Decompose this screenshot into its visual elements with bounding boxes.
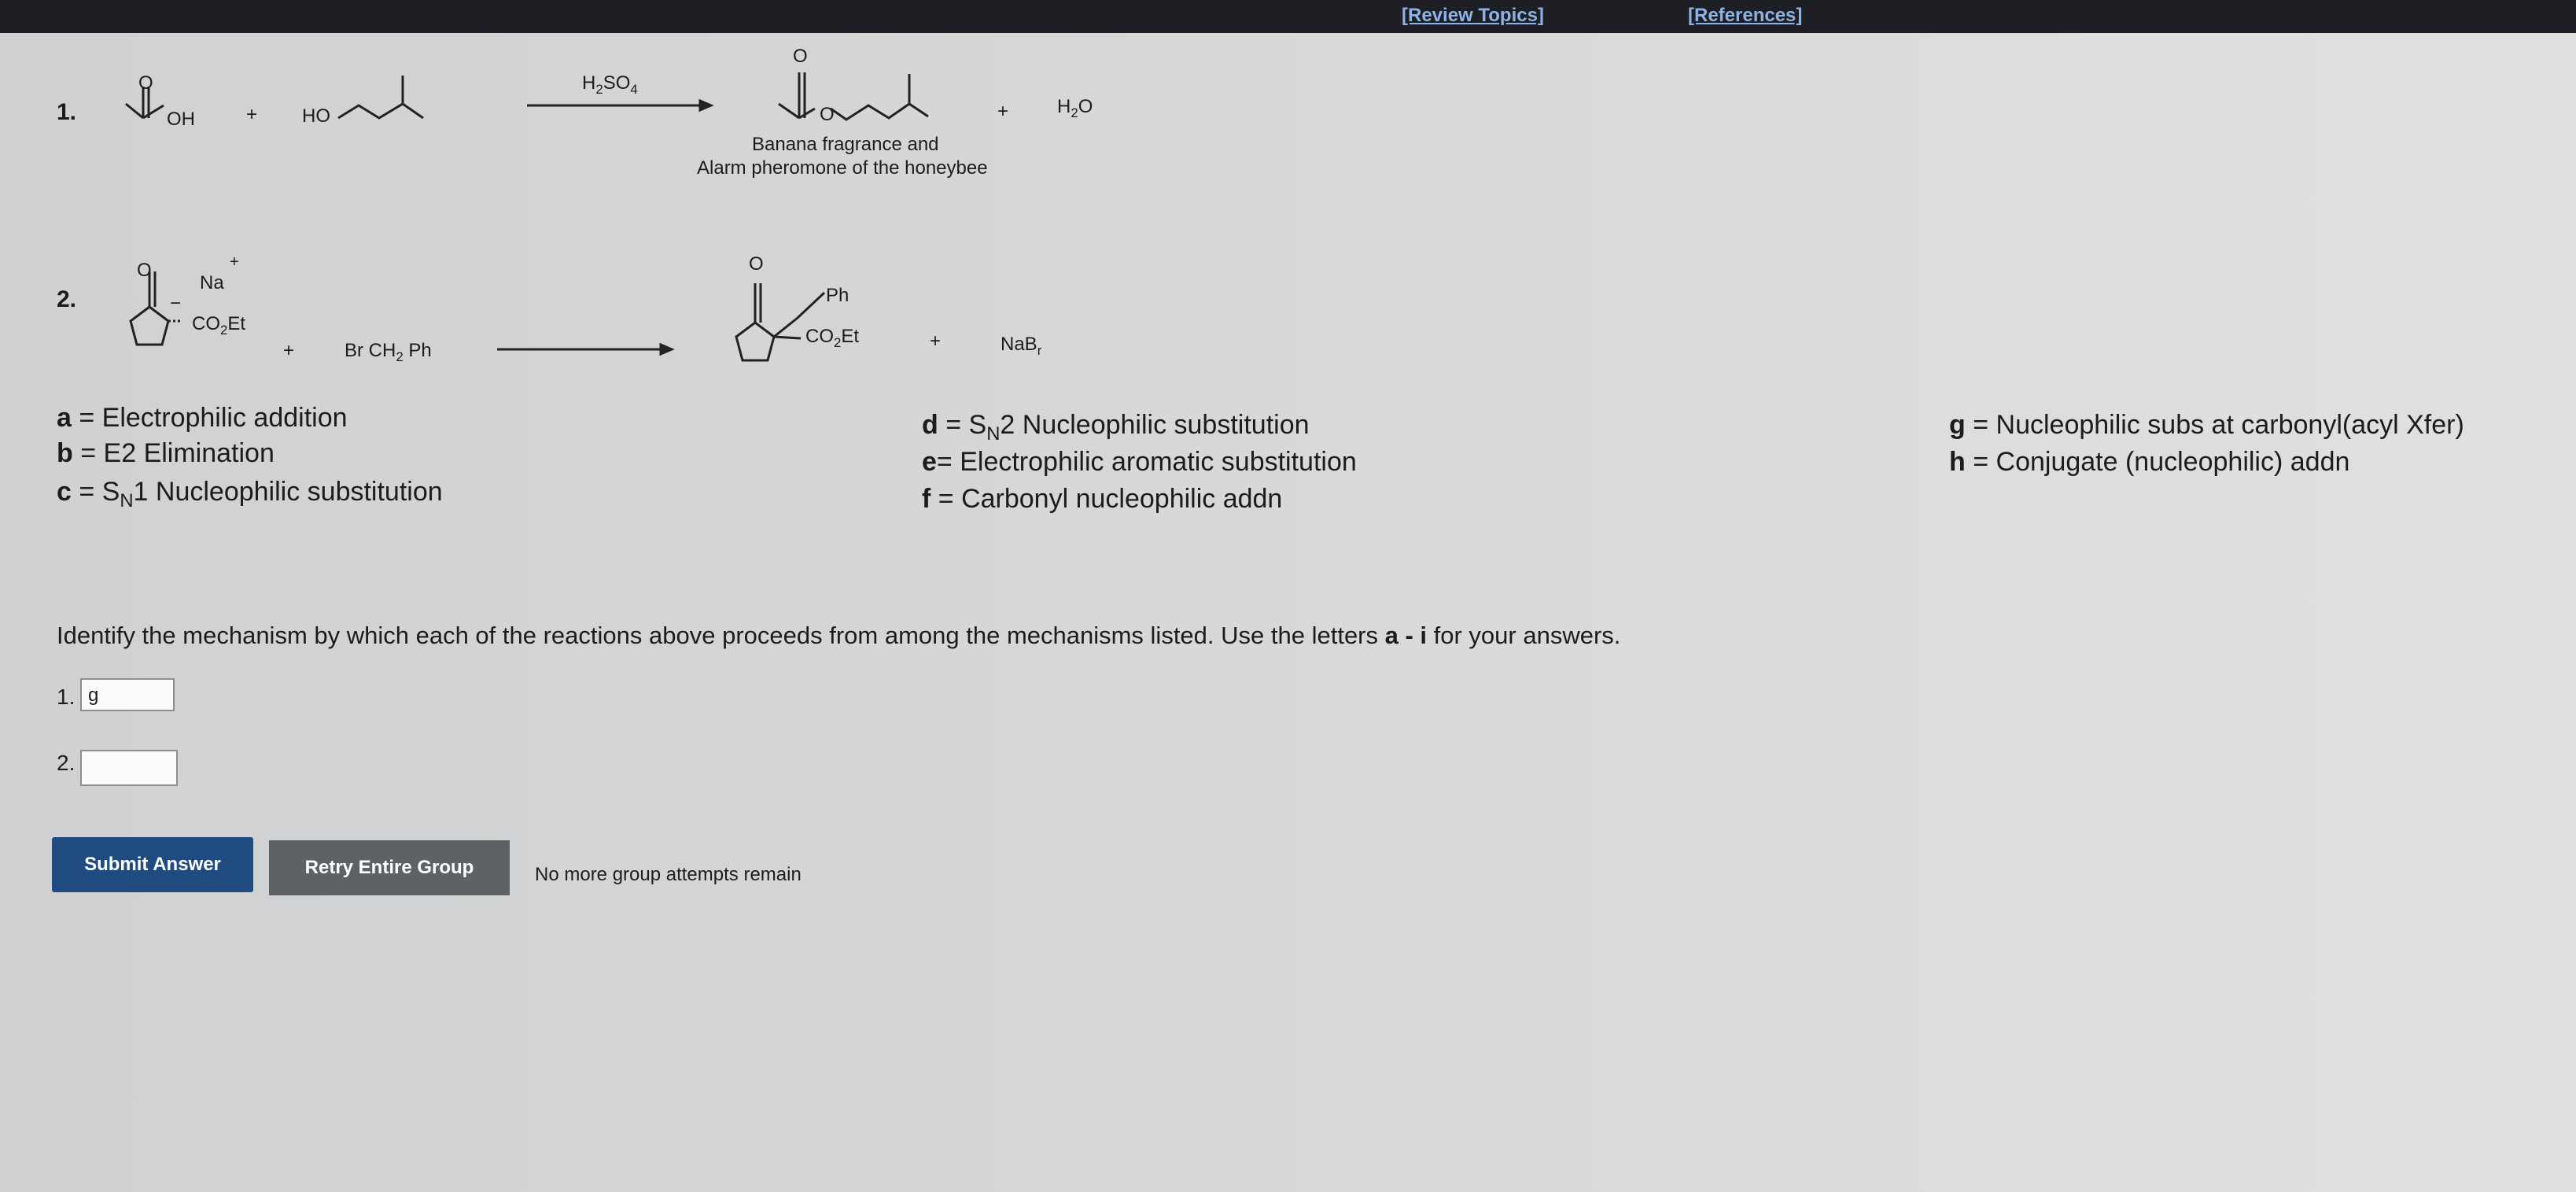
isoamyl-acetate-structure	[771, 57, 975, 135]
ester-carbonyl-o: O	[793, 46, 808, 67]
answer-1-input[interactable]: g	[80, 678, 175, 711]
answer-1-label: 1.	[57, 685, 76, 709]
negative-charge: −	[170, 293, 182, 314]
question-panel	[0, 33, 2576, 1192]
attempts-status-text: No more group attempts remain	[535, 864, 802, 885]
water-label: $H_2O$	[1057, 96, 1093, 120]
answer-2-label: 2.	[57, 751, 76, 775]
product-ester-group: $CO_2Et$	[805, 326, 860, 350]
acetic-acid-oh: OH	[167, 109, 195, 130]
reaction-arrow	[525, 98, 714, 113]
sodium-bromide-label: NaB$_r$	[1001, 334, 1042, 358]
retry-entire-group-button[interactable]: Retry Entire Group	[269, 840, 510, 895]
sodium-counterion: Na	[200, 272, 224, 293]
alcohol-ho: HO	[302, 105, 330, 127]
acetic-acid-structure	[102, 57, 220, 135]
enolate-ester-group: $CO_2Et$	[192, 313, 246, 338]
product-caption-line1: Banana fragrance and	[752, 134, 939, 155]
plus-sign: +	[246, 104, 258, 125]
plus-sign: +	[930, 330, 942, 352]
top-bar	[0, 0, 2576, 33]
ester-link-o: O	[820, 104, 835, 125]
mechanism-b: b = E2 Elimination	[57, 438, 275, 468]
question-text: Identify the mechanism by which each of the reactions above proceeds from among the mechanisms listed. Use the letters a - i for your answers.	[57, 622, 1621, 649]
submit-answer-button[interactable]: Submit Answer	[52, 837, 253, 892]
product-caption-line2: Alarm pheromone of the honeybee	[697, 157, 988, 179]
alkylated-product-structure	[708, 260, 842, 370]
product-phenyl: Ph	[826, 285, 849, 306]
review-topics-link[interactable]: [Review Topics]	[1402, 5, 1544, 26]
mechanism-f: f = Carbonyl nucleophilic addn	[922, 484, 1283, 514]
answer-2-input[interactable]	[80, 750, 178, 786]
reaction-2-number: 2.	[57, 286, 77, 312]
mechanism-c: $c = S_N1$ Nucleophilic substitution	[57, 477, 443, 511]
plus-sign: +	[283, 340, 295, 361]
reaction-arrow	[496, 341, 676, 357]
catalyst-label: $H_2SO_4$	[582, 72, 638, 97]
product-carbonyl-o: O	[749, 253, 764, 275]
mechanism-h: h = Conjugate (nucleophilic) addn	[1949, 447, 2350, 477]
positive-charge: +	[230, 253, 239, 271]
enolate-carbonyl-o: O	[137, 260, 152, 281]
plus-sign: +	[997, 101, 1009, 122]
mechanism-g: g = Nucleophilic subs at carbonyl(acyl Xfer)	[1949, 410, 2464, 440]
mechanism-a: a = Electrophilic addition	[57, 403, 348, 433]
acetic-acid-carbonyl-o: O	[138, 72, 153, 94]
reaction-1-number: 1.	[57, 99, 77, 125]
references-link[interactable]: [References]	[1688, 5, 1803, 26]
benzyl-bromide-label: Br $CH_2$ Ph	[345, 340, 432, 364]
mechanism-d: $d = S_N2$ Nucleophilic substitution	[922, 410, 1310, 445]
mechanism-e: e= Electrophilic aromatic substitution	[922, 447, 1357, 477]
isoamyl-alcohol-structure	[330, 57, 464, 135]
